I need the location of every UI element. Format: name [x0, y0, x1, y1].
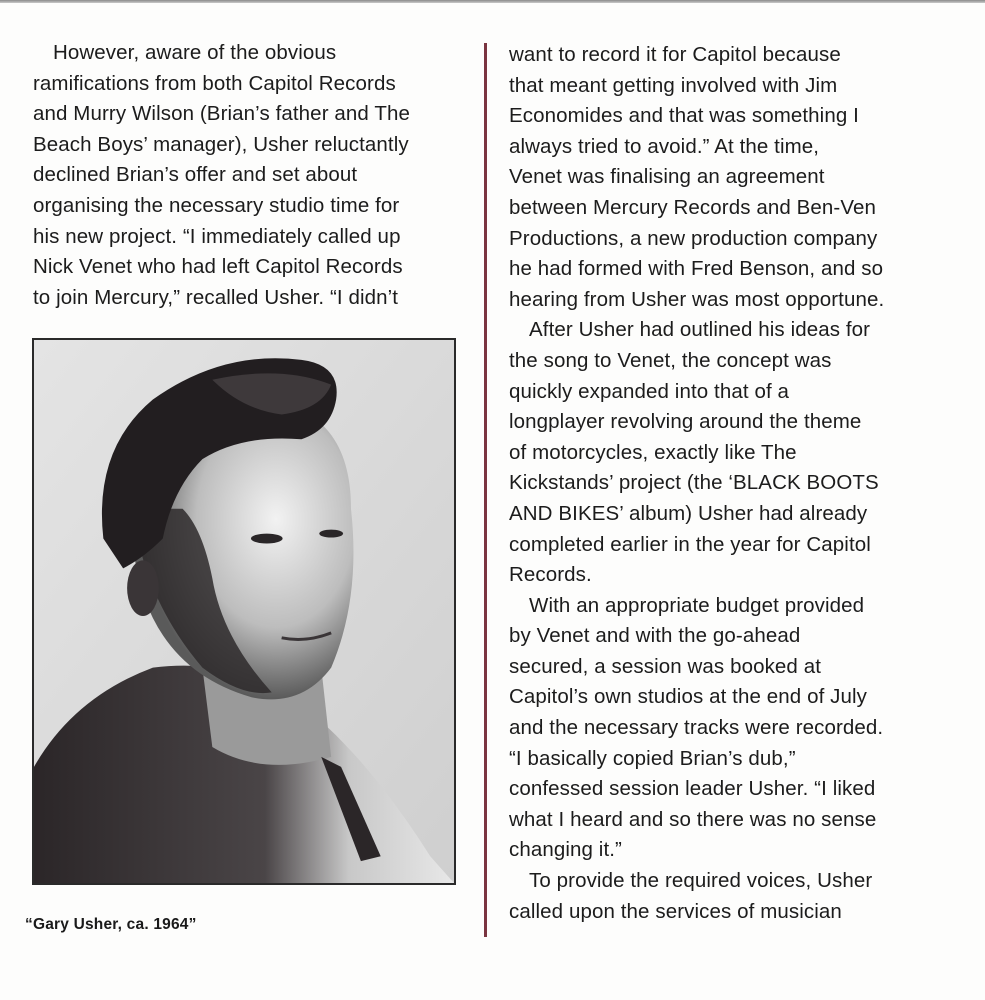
text-line: longplayer revolving around the theme: [509, 410, 862, 434]
text-line: quickly expanded into that of a: [509, 379, 790, 403]
left-text-column: [33, 38, 473, 313]
text-line: AND BIKES’ album) Usher had already: [509, 501, 868, 525]
text-line: between Mercury Records and Ben-Ven: [509, 195, 877, 219]
text-line: However, aware of the obvious: [53, 41, 337, 64]
text-line: of motorcycles, exactly like The: [509, 440, 797, 464]
text-line: want to record it for Capitol because: [509, 43, 841, 66]
text-line: Records.: [509, 563, 592, 587]
text-line: by Venet and with the go-ahead: [509, 624, 801, 648]
text-line: that meant getting involved with Jim: [509, 73, 838, 97]
portrait-image: [34, 340, 454, 883]
text-line: Venet was finalising an agreement: [509, 165, 825, 189]
text-line: After Usher had outlined his ideas for: [529, 318, 871, 342]
text-line: Kickstands’ project (the ‘BLACK BOOTS: [509, 471, 879, 495]
text-line: To provide the required voices, Usher: [529, 869, 873, 893]
text-line: “I basically copied Brian’s dub,”: [509, 746, 796, 770]
text-line: his new project. “I immediately called up: [33, 224, 401, 248]
text-line: declined Brian’s offer and set about: [33, 163, 358, 187]
text-line: what I heard and so there was no sense: [509, 807, 877, 831]
text-line: Economides and that was something I: [509, 104, 859, 128]
text-line: to join Mercury,” recalled Usher. “I didn’t: [33, 285, 399, 309]
text-line: confessed session leader Usher. “I liked: [509, 777, 876, 801]
top-edge-rule: [0, 0, 985, 3]
text-line: secured, a session was booked at: [509, 654, 822, 678]
text-line: organising the necessary studio time for: [33, 193, 400, 217]
column-divider: [484, 43, 487, 937]
text-line: With an appropriate budget provided: [529, 593, 865, 617]
text-line: Productions, a new production company: [509, 226, 878, 250]
text-line: hearing from Usher was most opportune.: [509, 287, 885, 311]
text-line: completed earlier in the year for Capitol: [509, 532, 871, 556]
text-line: called upon the services of musician: [509, 899, 842, 923]
text-line: Beach Boys’ manager), Usher reluctantly: [33, 132, 409, 156]
portrait-photo: [32, 338, 456, 885]
text-line: ramifications from both Capitol Records: [33, 71, 396, 95]
text-line: always tried to avoid.” At the time,: [509, 134, 820, 158]
photo-caption: “Gary Usher, ca. 1964”: [25, 916, 197, 933]
text-line: Capitol’s own studios at the end of July: [509, 685, 868, 709]
text-line: the song to Venet, the concept was: [509, 348, 832, 372]
right-text-column: [509, 40, 979, 927]
text-line: Nick Venet who had left Capitol Records: [33, 255, 403, 279]
text-line: and Murry Wilson (Brian’s father and The: [33, 102, 410, 126]
text-line: he had formed with Fred Benson, and so: [509, 257, 884, 281]
text-line: changing it.”: [509, 838, 622, 862]
text-line: and the necessary tracks were recorded.: [509, 716, 884, 740]
